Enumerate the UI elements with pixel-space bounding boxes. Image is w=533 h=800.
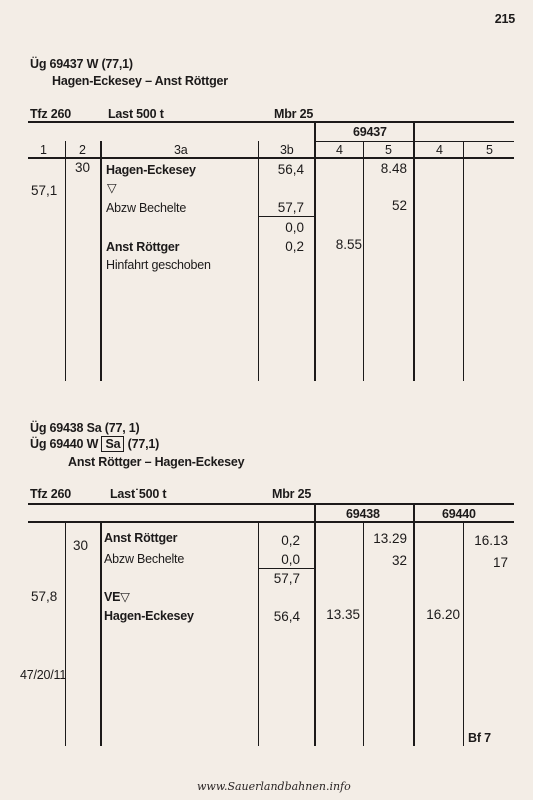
brake-label: Mbr 25 bbox=[272, 487, 312, 501]
triangle-down-icon: ▽ bbox=[120, 590, 130, 604]
ve-label: VE bbox=[104, 590, 121, 604]
km-value: 56,4 bbox=[273, 609, 300, 624]
table2-col-divider bbox=[258, 521, 259, 746]
table2-col-divider bbox=[463, 521, 464, 746]
triangle-down-icon: ▽ bbox=[107, 181, 117, 195]
table2-col-divider bbox=[100, 521, 102, 746]
train-number-line bbox=[30, 437, 159, 451]
load-label: Last 500 t bbox=[108, 107, 164, 121]
arrival-time: 16.20 bbox=[426, 607, 460, 622]
table1-col-divider bbox=[314, 121, 316, 381]
departure-time: 17 bbox=[492, 555, 508, 570]
train-number-prefix: Üg 69440 W bbox=[30, 437, 99, 451]
station-name: Anst Röttger bbox=[106, 240, 180, 254]
km-value: 56,4 bbox=[277, 162, 304, 177]
table1-col-divider bbox=[65, 141, 66, 381]
table1-col-divider bbox=[463, 141, 464, 381]
route-title: Hagen-Eckesey – Anst Röttger bbox=[52, 74, 228, 88]
km-value: 0,0 bbox=[281, 552, 300, 567]
table1-col-divider bbox=[258, 141, 259, 381]
col-header-3a: 3a bbox=[174, 143, 188, 157]
km-value: 57,7 bbox=[273, 571, 300, 586]
speed-limit: 30 bbox=[75, 160, 91, 175]
table2-top-rule bbox=[28, 503, 514, 505]
km-value: 0,2 bbox=[285, 239, 304, 254]
arrival-time: 13.35 bbox=[326, 607, 360, 622]
arrival-time: 8.55 bbox=[335, 237, 362, 252]
col-header-4: 4 bbox=[336, 143, 343, 157]
train-header: 69437 bbox=[353, 125, 387, 139]
km-mark: 57,1 bbox=[31, 183, 58, 198]
table2-col-divider bbox=[65, 521, 66, 746]
watermark-url: www.Sauerlandbahnen.info bbox=[197, 780, 351, 793]
col-header-1: 1 bbox=[40, 143, 47, 157]
train-number-suffix: (77,1) bbox=[127, 437, 160, 451]
station-name: Abzw Bechelte bbox=[106, 201, 187, 215]
saturday-box: Sa bbox=[101, 436, 124, 452]
train-number-line: Üg 69437 W (77,1) bbox=[30, 57, 133, 71]
departure-time: 13.29 bbox=[373, 531, 407, 546]
tfz-label: Tfz 260 bbox=[30, 487, 71, 501]
km-mark: 57,8 bbox=[31, 589, 58, 604]
table1-col-divider bbox=[100, 141, 102, 381]
col-header-3b: 3b bbox=[280, 143, 294, 157]
table1-col-divider bbox=[363, 141, 364, 381]
km-value: 57,7 bbox=[277, 200, 304, 215]
station-name: Abzw Bechelte bbox=[104, 552, 185, 566]
bf-label: Bf 7 bbox=[468, 731, 491, 745]
tfz-label: Tfz 260 bbox=[30, 107, 71, 121]
footnote-code: 47/20/11 bbox=[20, 668, 67, 682]
note-text: Hinfahrt geschoben bbox=[106, 258, 211, 272]
km-reset-rule bbox=[258, 568, 315, 569]
route-title: Anst Röttger – Hagen-Eckesey bbox=[68, 455, 245, 469]
station-name: Anst Röttger bbox=[104, 531, 178, 545]
train-header: 69440 bbox=[442, 507, 476, 521]
col-header-5: 5 bbox=[486, 143, 493, 157]
col-header-4: 4 bbox=[436, 143, 443, 157]
ve-station bbox=[104, 589, 130, 604]
speed-limit: 30 bbox=[73, 538, 89, 553]
station-name: Hagen-Eckesey bbox=[106, 163, 196, 177]
load-label: Last˙500 t bbox=[110, 487, 167, 501]
departure-time: 52 bbox=[391, 198, 407, 213]
departure-time: 16.13 bbox=[474, 533, 508, 548]
page-number: 215 bbox=[494, 12, 515, 26]
col-header-2: 2 bbox=[79, 143, 86, 157]
departure-time: 8.48 bbox=[380, 161, 407, 176]
col-header-5: 5 bbox=[385, 143, 392, 157]
train-number-line: Üg 69438 Sa (77, 1) bbox=[30, 421, 140, 435]
km-reset-rule bbox=[258, 216, 315, 217]
train-header: 69438 bbox=[346, 507, 380, 521]
brake-label: Mbr 25 bbox=[274, 107, 314, 121]
table2-col-divider bbox=[413, 503, 415, 746]
station-name: Hagen-Eckesey bbox=[104, 609, 194, 623]
table2-col-divider bbox=[363, 521, 364, 746]
table2-col-divider bbox=[314, 503, 316, 746]
table1-top-rule bbox=[28, 121, 514, 123]
km-value: 0,0 bbox=[285, 220, 304, 235]
km-value: 0,2 bbox=[281, 533, 300, 548]
table1-col-divider bbox=[413, 121, 415, 381]
departure-time: 32 bbox=[391, 553, 407, 568]
